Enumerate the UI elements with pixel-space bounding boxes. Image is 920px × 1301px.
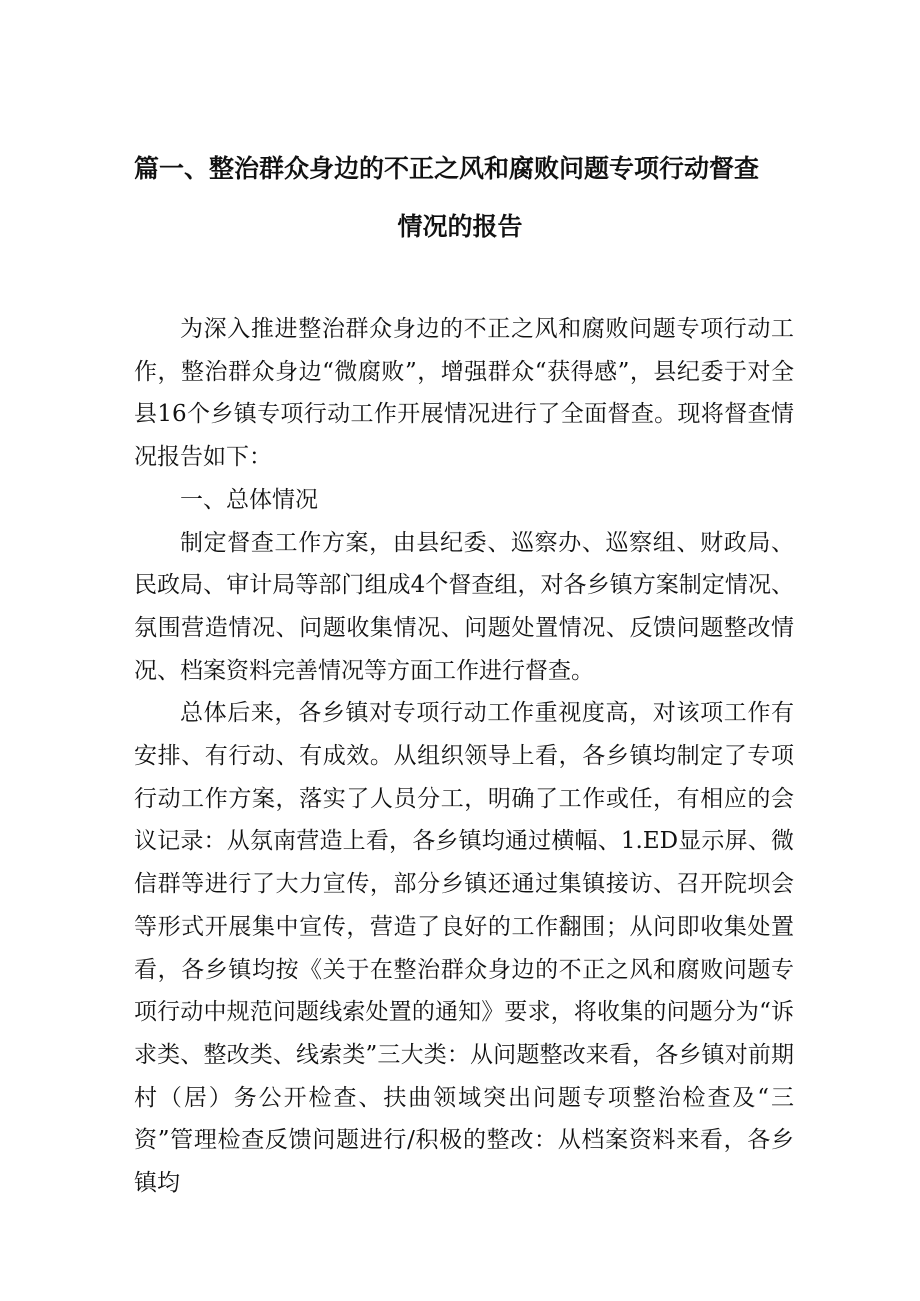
intro-paragraph: 为深入推进整治群众身边的不正之风和腐败问题专项行动工作，整治群众身边“微腐败”，增强群众“获得感”，县纪委于对全县16个乡镇专项行动工作开展情况进行了全面督查。现将督查情况报告如下： [134, 316, 794, 471]
section-paragraph: 总体后来，各乡镇对专项行动工作重视度高，对该项工作有安排、有行动、有成效。从组织领导上看，各乡镇均制定了专项行动工作方案，落实了人员分工，明确了工作或任，有相应的会议记录：从氛南营造上看，各乡镇均通过横幅、1.ED显示屏、微信群等进行了大力宣传，部分乡镇还通过集镇接访、召开院坝会等形式开展集中宣传，营造了良好的工作翻围；从问即收集处置看，各乡镇均按《关于在整治群众身边的不正之风和腐败问题专项行动中规范问题线索处置的通知》要求，将收集的问题分为“诉求类、整改类、线索类”三大类：从问题整改来看，各乡镇对前期村（居）务公开检查、扶曲领域突出问题专项整治检查及“三资”管理检查反馈问题进行/积极的整改：从档案资料来看，各乡镇均 [134, 700, 794, 1197]
document-title-line-2: 情况的报告 [397, 212, 523, 241]
section-paragraph: 制定督查工作方案，由县纪委、巡察办、巡察组、财政局、民政局、审计局等部门组成4个督查组，对各乡镇方案制定情况、氛围营造情况、问题收集情况、问题处置情况、反馈问题整改情况、档案资料完善情况等方面工作进行督查。 [134, 529, 794, 684]
section-heading: 一、总体情况 [180, 486, 318, 513]
document-title-line-1: 篇一、整治群众身边的不正之风和腐败问题专项行动督查 [134, 154, 760, 183]
document-body [134, 308, 794, 1205]
